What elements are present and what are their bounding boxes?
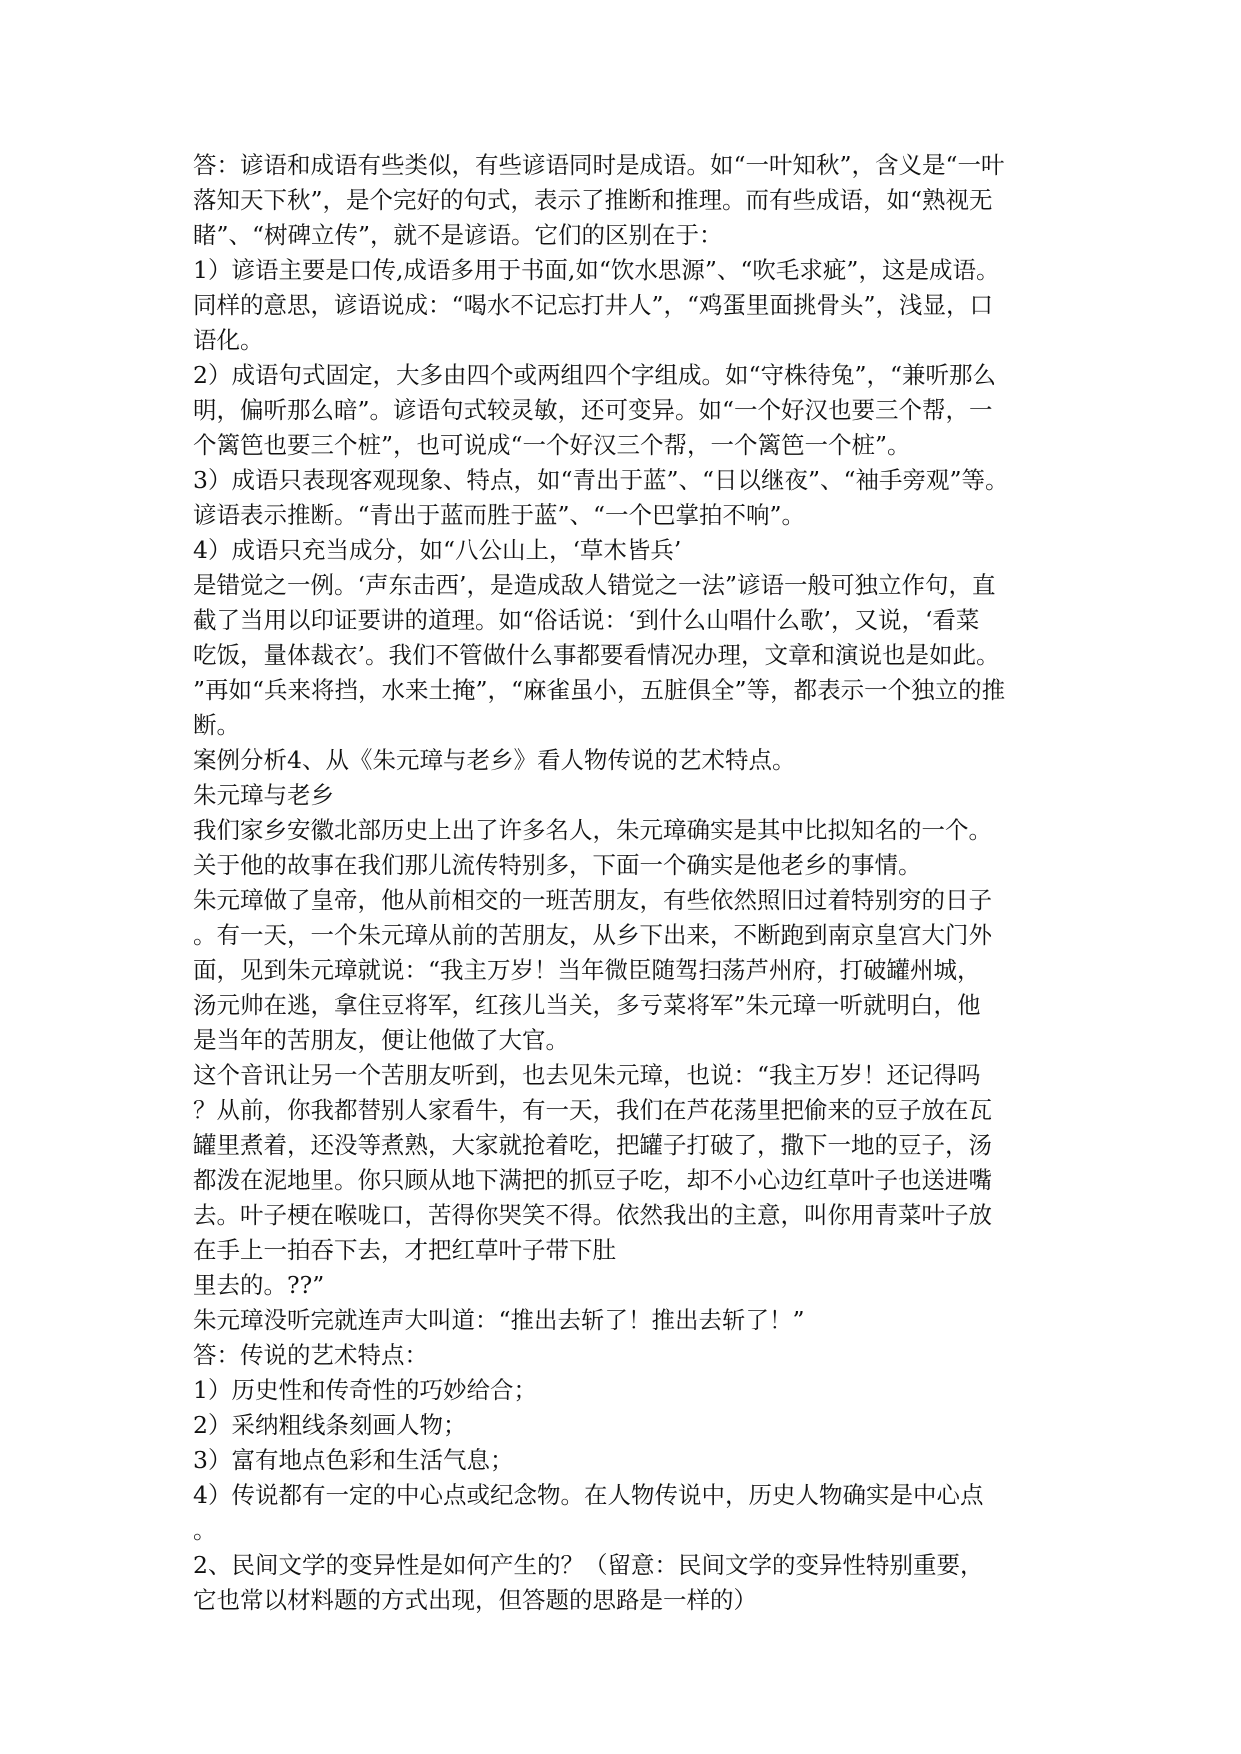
text-line: 在手上一拍吞下去，才把红草叶子带下肚	[193, 1236, 616, 1264]
text-line: 。有一天，一个朱元璋从前的苦朋友，从乡下出来，不断跑到南京皇宫大门外	[193, 921, 992, 949]
text-line: ”再如“兵来将挡，水来土掩”，“麻雀虽小，五脏俱全”等，都表示一个独立的推	[193, 676, 1006, 704]
text-line: ？从前，你我都替别人家看牛，有一天，我们在芦花荡里把偷来的豆子放在瓦	[193, 1096, 992, 1124]
text-line: 它也常以材料题的方式出现，但答题的思路是一样的）	[193, 1586, 757, 1614]
text-line: 朱元璋与老乡	[193, 781, 334, 809]
text-line: 落知天下秋”，是个完好的句式，表示了推断和推理。而有些成语，如“熟视无	[193, 186, 993, 214]
text-line: 吃饭，量体裁衣’。我们不管做什么事都要看情况办理，文章和演说也是如此。	[193, 641, 1000, 669]
text-line: 2、民间文学的变异性是如何产生的？（留意：民间文学的变异性特别重要，	[193, 1551, 984, 1579]
text-line: 语化。	[193, 326, 264, 354]
text-line: 这个音讯让另一个苦朋友听到，也去见朱元璋，也说：“我主万岁！还记得吗	[193, 1061, 981, 1089]
text-line: 都泼在泥地里。你只顾从地下满把的抓豆子吃，却不小心边红草叶子也送进嘴	[193, 1166, 992, 1194]
text-line: 3）成语只表现客观现象、特点，如“青出于蓝”、“日以继夜”、“袖手旁观”等。	[193, 466, 1009, 494]
text-line: 朱元璋做了皇帝，他从前相交的一班苦朋友，有些依然照旧过着特别穷的日子	[193, 886, 992, 914]
text-line: 4）传说都有一定的中心点或纪念物。在人物传说中，历史人物确实是中心点	[193, 1481, 984, 1509]
text-line: 2）采纳粗线条刻画人物；	[193, 1411, 467, 1439]
text-line: 明，偏听那么暗”。谚语句式较灵敏，还可变异。如“一个好汉也要三个帮，一	[193, 396, 993, 424]
text-line: 。	[193, 1516, 217, 1544]
text-line: 3）富有地点色彩和生活气息；	[193, 1446, 514, 1474]
text-line: 答：传说的艺术特点：	[193, 1341, 428, 1369]
text-line: 睹”、“树碑立传”，就不是谚语。它们的区别在于：	[193, 221, 723, 249]
text-line: 是当年的苦朋友，便让他做了大官。	[193, 1026, 569, 1054]
text-line: 个篱笆也要三个桩”，也可说成“一个好汉三个帮，一个篱笆一个桩”。	[193, 431, 911, 459]
document-page	[193, 148, 1053, 1618]
text-line: 面，见到朱元璋就说：“我主万岁！当年微臣随驾扫荡芦州府，打破罐州城，	[193, 956, 981, 984]
text-line: 1）谚语主要是口传,成语多用于书面,如“饮水思源”、“吹毛求疵”，这是成语。	[193, 256, 1000, 284]
text-line: 是错觉之一例。‘声东击西’，是造成敌人错觉之一法”谚语一般可独立作句，直	[193, 571, 996, 599]
text-line: 同样的意思，谚语说成：“喝水不记忘打井人”，“鸡蛋里面挑骨头”，浅显，口	[193, 291, 994, 319]
text-line: 去。叶子梗在喉咙口，苦得你哭笑不得。依然我出的主意，叫你用青菜叶子放	[193, 1201, 992, 1229]
text-line: 我们家乡安徽北部历史上出了许多名人，朱元璋确实是其中比拟知名的一个。	[193, 816, 992, 844]
text-line: 里去的。??”	[193, 1271, 325, 1299]
text-line: 4）成语只充当成分，如“八公山上，‘草木皆兵’	[193, 536, 682, 564]
text-line: 朱元璋没听完就连声大叫道：“推出去斩了！推出去斩了！”	[193, 1306, 805, 1334]
text-line: 2）成语句式固定，大多由四个或两组四个字组成。如“守株待兔”，“兼听那么	[193, 361, 996, 389]
text-line: 1）历史性和传奇性的巧妙给合；	[193, 1376, 537, 1404]
text-line: 答：谚语和成语有些类似，有些谚语同时是成语。如“一叶知秋”，含义是“一叶	[193, 151, 1005, 179]
text-line: 关于他的故事在我们那儿流传特别多，下面一个确实是他老乡的事情。	[193, 851, 922, 879]
text-line: 断。	[193, 711, 240, 739]
text-line: 谚语表示推断。“青出于蓝而胜于蓝”、“一个巴掌拍不响”。	[193, 501, 806, 529]
text-line: 案例分析4、从《朱元璋与老乡》看人物传说的艺术特点。	[193, 746, 796, 774]
text-line: 截了当用以印证要讲的道理。如“俗话说：‘到什么山唱什么歌’，又说，‘看菜	[193, 606, 980, 634]
text-line: 罐里煮着，还没等煮熟，大家就抢着吃，把罐子打破了，撒下一地的豆子，汤	[193, 1131, 992, 1159]
text-line: 汤元帅在逃，拿住豆将军，红孩儿当关，多亏菜将军”朱元璋一听就明白，他	[193, 991, 981, 1019]
